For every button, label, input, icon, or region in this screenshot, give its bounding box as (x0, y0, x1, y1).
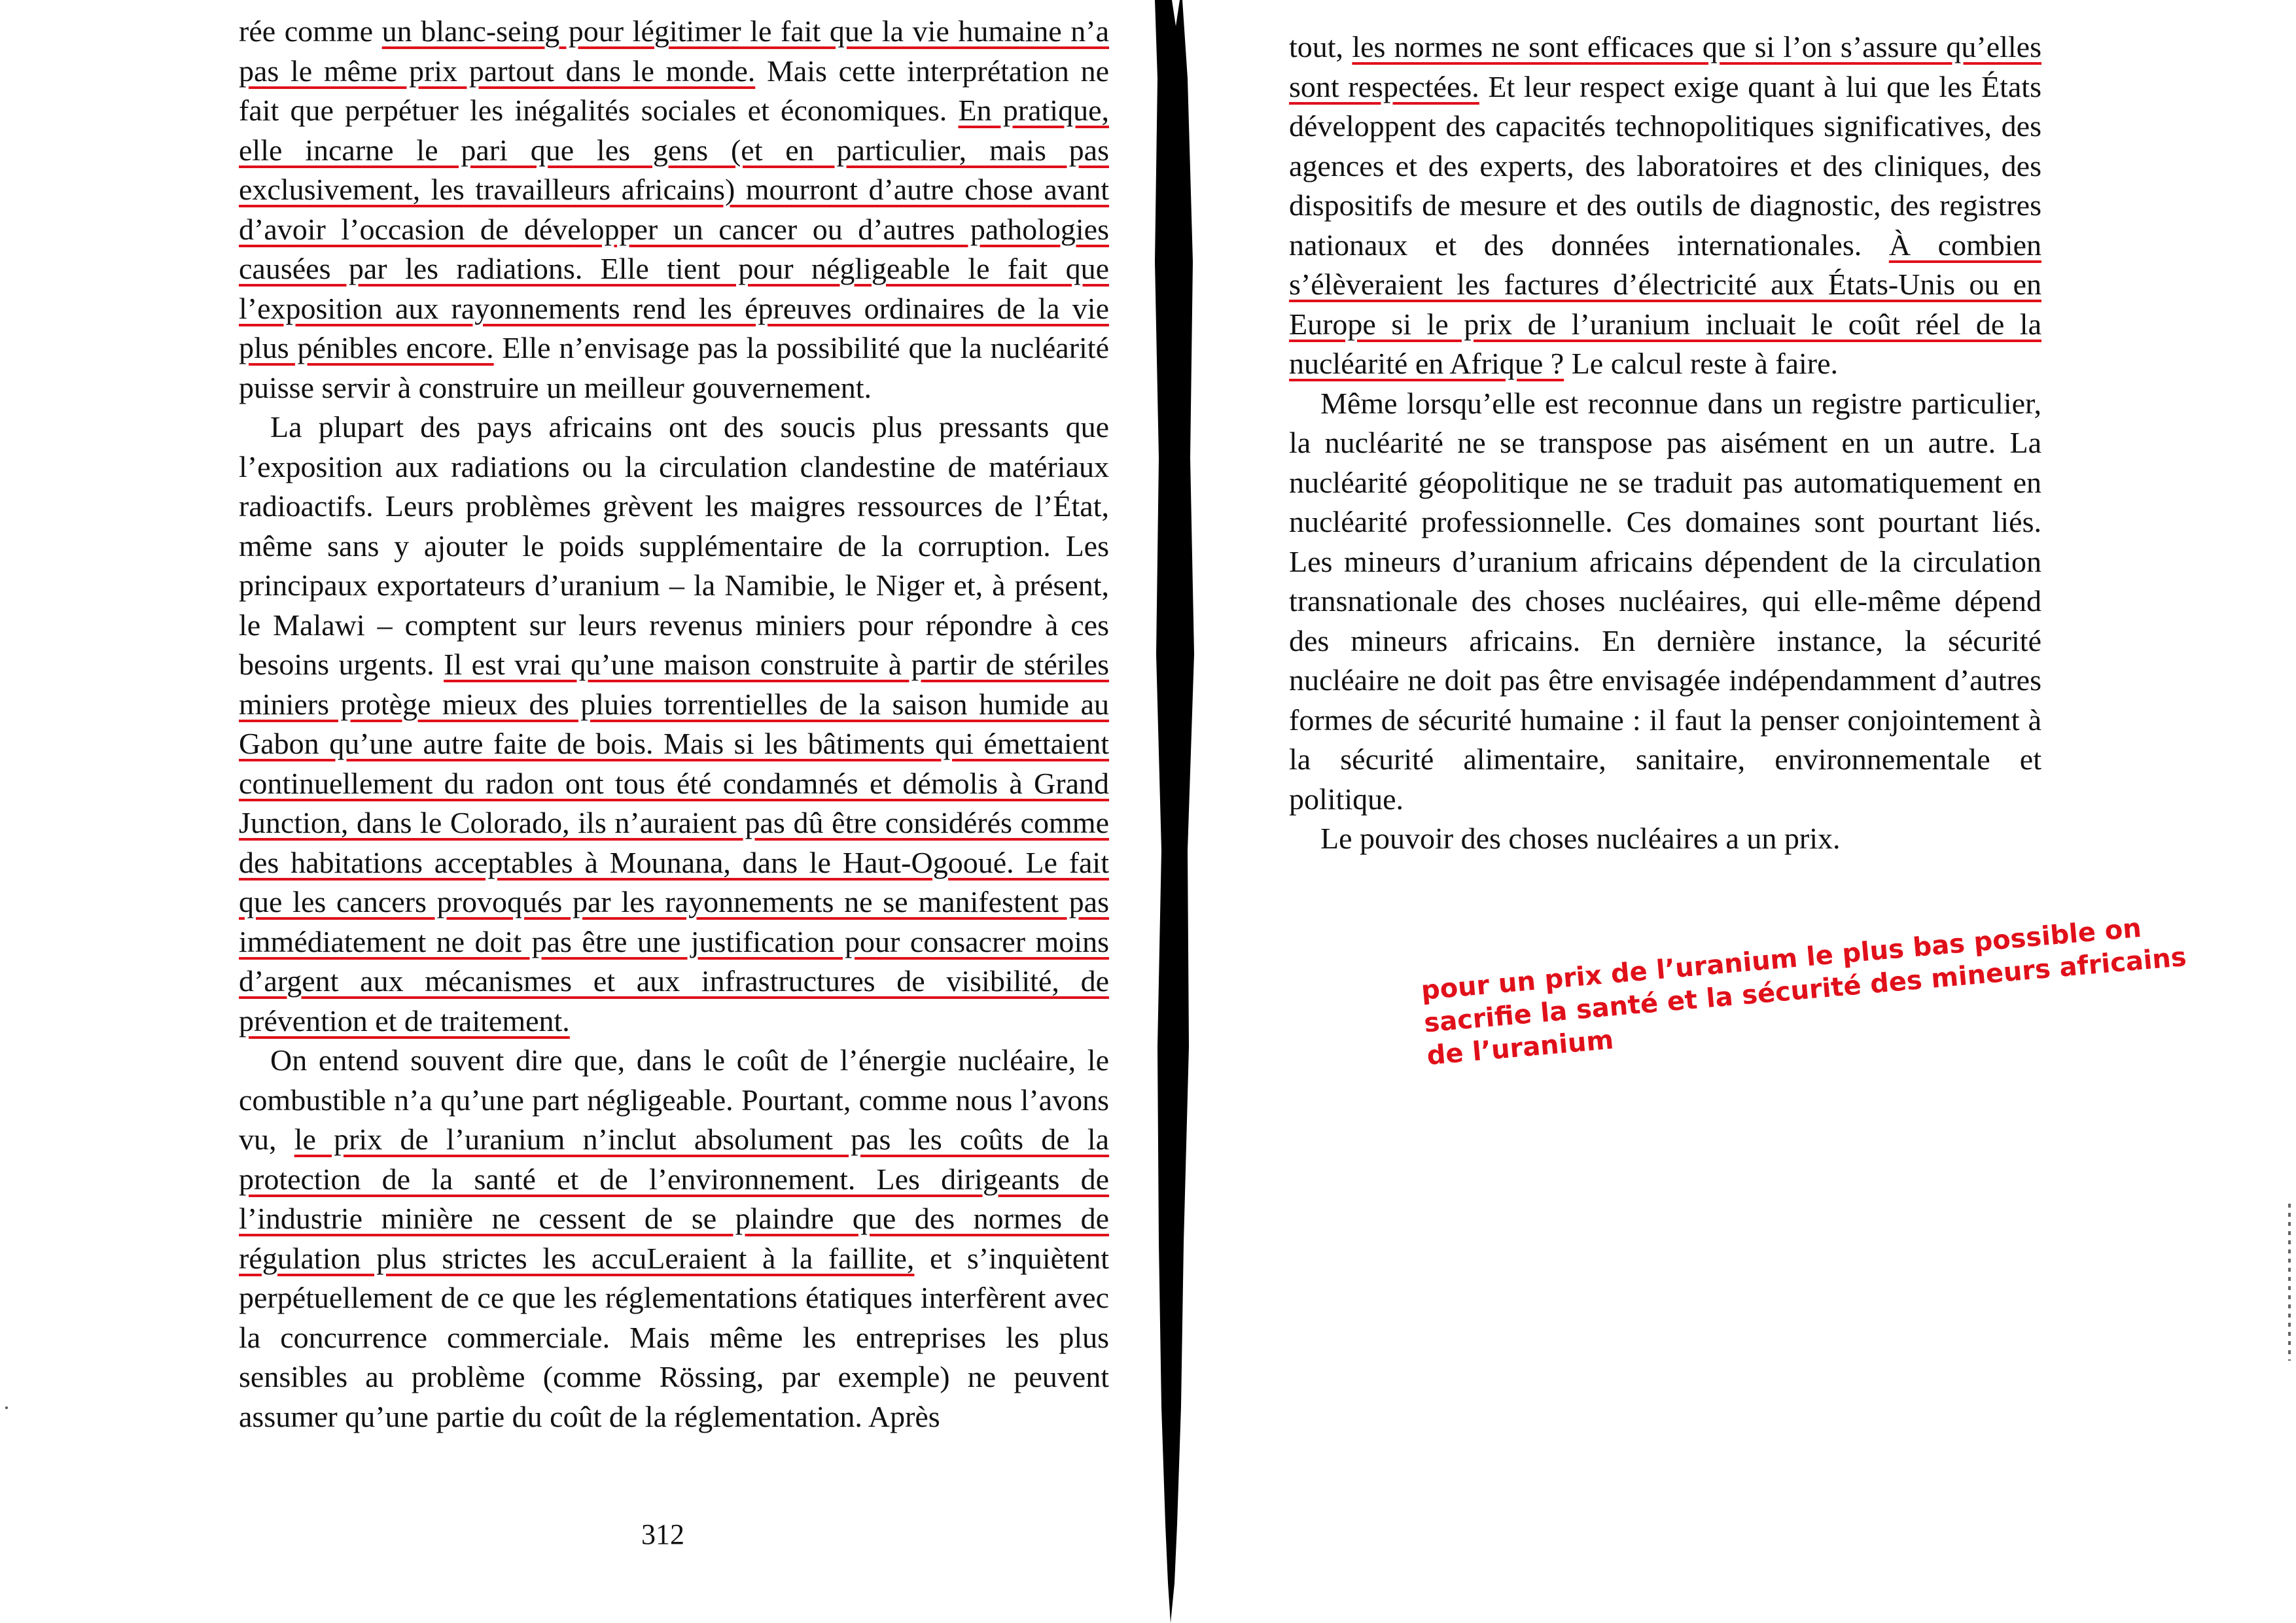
highlight: À combien s’élèveraient les factures d’électricité aux États-Unis ou en Europe si le prix de l’uranium incluait le coût réel de la nucléarité en Afrique ? (1289, 228, 2041, 380)
scan-edge-mark (2288, 1204, 2291, 1361)
highlight: un blanc-seing pour légitimer le fait que la vie humaine n’a pas le même prix partout dans le monde. (239, 14, 1110, 88)
left-paragraph-2: La plupart des pays africains ont des soucis plus pressants que l’exposition aux radiations ou la circulation clandestine de matériaux radioactifs. Leurs problèmes grèvent les maigres ressources de l’État, même sans y ajouter le poids supplémentaire de la corruption. Les principaux exportateurs d’uranium – la Namibie, le Niger et, à présent, le Malawi – comptent sur leurs revenus miniers pour répondre à ces besoins urgents. Il est vrai qu’une maison construite à partir de stériles miniers protège mieux des pluies torrentielles de la saison humide au Gabon qu’une autre faite de bois. Mais si les bâtiments qui émettaient continuellement du radon ont tous été condamnés et démolis à Grand Junction, dans le Colorado, ils n’auraient pas dû être considérés comme des habitations acceptables à Mounana, dans le Haut-Ogooué. Le fait que les cancers provoqués par les rayonnements ne se manifestent pas immédiatement ne doit pas être une justification pour consacrer moins d’argent aux mécanismes et aux infrastructures de visibilité, de prévention et de traitement. (239, 410, 1109, 1038)
highlight: En pratique, elle incarne le pari que les gens (et en particulier, mais pas exclusivement, les travailleurs africains) mourront d’autre chose avant d’avoir l’occasion de développer un cancer ou d’autres pathologies causées par les radiations. Elle tient pour négligeable le fait que l’exposition aux rayonnements rend les épreuves ordinaires de la vie plus pénibles encore. (239, 94, 1110, 364)
left-paragraph-3: On entend souvent dire que, dans le coût de l’énergie nucléaire, le combustible n’a qu’une part négligeable. Pourtant, comme nous l’avons vu, le prix de l’uranium n’inclut absolument pas les coûts de la protection de la santé et de l’environnement. Les dirigeants de l’industrie minière ne cessent de se plaindre que des normes de régulation plus strictes les accuLeraient à la faillite, et s’inquiètent perpétuellement de ce que les réglementations étatiques interfèrent avec la concurrence commerciale. Mais même les entreprises les plus sensibles au problème (comme Rössing, par exemple) ne peuvent assumer qu’une partie du coût de la réglementation. Après (239, 1043, 1110, 1433)
right-page-text (1289, 27, 2041, 859)
handwritten-note: pour un prix de l’uranium le plus bas possible on sacrifie la santé et la sécurité des mineurs africains de l’uranium (1420, 913, 2188, 1072)
right-paragraph-1: tout, les normes ne sont efficaces que si l’on s’assure qu’elles sont respectées. Et leur respect exige quant à lui que les États développent des capacités technopolitiques significatives, des agences et des experts, des laboratoires et des cliniques, des dispositifs de mesure et des outils de diagnostic, des registres nationaux et des données internationales. À combien s’élèveraient les factures d’électricité aux États-Unis ou en Europe si le prix de l’uranium incluait le coût réel de la nucléarité en Afrique ? Le calcul reste à faire. (1289, 30, 2041, 380)
left-paragraph-1: rée comme un blanc-seing pour légitimer le fait que la vie humaine n’a pas le même prix partout dans le monde. Mais cette interprétation ne fait que perpétuer les inégalités sociales et économiques. En pratique, elle incarne le pari que les gens (et en particulier, mais pas exclusivement, les travailleurs africains) mourront d’autre chose avant d’avoir l’occasion de développer un cancer ou d’autres pathologies causées par les radiations. Elle tient pour négligeable le fait que l’exposition aux rayonnements rend les épreuves ordinaires de la vie plus pénibles encore. Elle n’envisage pas la possibilité que la nucléarité puisse servir à construire un meilleur gouvernement. (239, 14, 1110, 404)
left-page-text (239, 12, 1109, 1437)
scan-speck (5, 1406, 8, 1409)
right-paragraph-2: Même lorsqu’elle est reconnue dans un registre particulier, la nucléarité ne se transpose pas aisément en un autre. La nucléarité géopolitique ne se traduit pas automatiquement en nucléarité professionnelle. Ces domaines sont pourtant liés. Les mineurs d’uranium africains dépendent de la circulation transnationale des choses nucléaires, qui elle-même dépend des mineurs africains. En dernière instance, la sécurité nucléaire ne doit pas être envisagée indépendamment d’autres formes de sécurité humaine : il faut la penser conjointement à la sécurité alimentaire, sanitaire, environnementale et politique. (1289, 386, 2041, 816)
right-page (1197, 0, 2296, 1623)
right-paragraph-3: Le pouvoir des choses nucléaires a un prix. (1320, 822, 1841, 855)
highlight: le prix de l’uranium n’inclut absolument pas les coûts de la protection de la santé et de l’environnement. Les dirigeants de l’industrie minière ne cessent de se plaindre que des normes de régulation plus strictes les accuLeraient à la faillite, (239, 1123, 1110, 1275)
highlight: Il est vrai qu’une maison construite à partir de stériles miniers protège mieux des pluies torrentielles de la saison humide au Gabon qu’une autre faite de bois. Mais si les bâtiments qui émettaient continuellement du radon ont tous été condamnés et démolis à Grand Junction, dans le Colorado, ils n’auraient pas dû être considérés comme des habitations acceptables à Mounana, dans le Haut-Ogooué. Le fait que les cancers provoqués par les rayonnements ne se manifestent pas immédiatement ne doit pas être une justification pour consacrer moins d’argent aux mécanismes et aux infrastructures de visibilité, de prévention et de traitement. (239, 648, 1109, 1038)
highlight: les normes ne sont efficaces que si l’on s’assure qu’elles sont respectées. (1289, 30, 2041, 103)
page-number: 312 (641, 1518, 684, 1550)
